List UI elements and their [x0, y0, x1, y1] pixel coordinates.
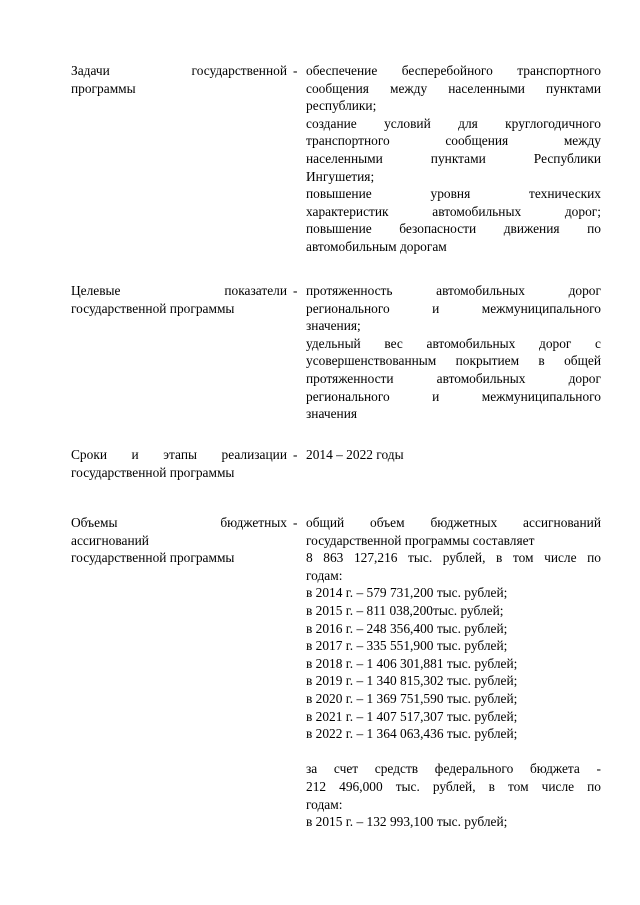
value-line: годам:	[306, 796, 343, 812]
value-line: за счет средств федерального бюджета -	[306, 761, 601, 777]
label-line: Объемы бюджетных	[71, 515, 287, 530]
dash-separator: -	[293, 515, 298, 530]
value-line: в 2022 г. – 1 364 063,436 тыс. рублей;	[306, 726, 518, 742]
value-line: регионального и межмуниципального	[306, 300, 601, 316]
value-line: в 2016 г. – 248 356,400 тыс. рублей;	[306, 620, 508, 636]
value-line: усовершенствованным покрытием в общей	[306, 353, 601, 369]
value-line: удельный вес автомобильных дорог с	[306, 335, 601, 351]
dash-separator: -	[293, 447, 298, 462]
label-line: государственной программы	[71, 550, 235, 566]
value-line: автомобильным дорогам	[306, 238, 447, 254]
value-line: протяженность автомобильных дорог	[306, 283, 601, 298]
value-line: общий объем бюджетных ассигнований	[306, 515, 601, 530]
label-line: ассигнований	[71, 532, 149, 548]
value-line: в 2015 г. – 132 993,100 тыс. рублей;	[306, 814, 508, 830]
value-line: в 2015 г. – 811 038,200тыс. рублей;	[306, 602, 504, 618]
value-line: 2014 – 2022 годы	[306, 447, 404, 462]
value-line: в 2020 г. – 1 369 751,590 тыс. рублей;	[306, 690, 518, 706]
section-value	[306, 514, 601, 831]
dash-separator: -	[293, 283, 298, 298]
section-label	[71, 514, 287, 567]
label-line: программы	[71, 80, 136, 96]
value-line: создание условий для круглогодичного	[306, 115, 601, 131]
value-line: 212 496,000 тыс. рублей, в том числе по	[306, 778, 601, 794]
value-line: протяженности автомобильных дорог	[306, 370, 601, 386]
dash-separator: -	[293, 63, 298, 78]
section-label	[71, 282, 287, 317]
value-line: в 2019 г. – 1 340 815,302 тыс. рублей;	[306, 673, 518, 689]
value-line: республики;	[306, 98, 377, 114]
value-line: значения;	[306, 318, 361, 334]
section-value	[306, 62, 601, 256]
value-line: 8 863 127,216 тыс. рублей, в том числе по	[306, 550, 601, 566]
section-value	[306, 282, 601, 423]
label-line: государственной программы	[71, 464, 235, 480]
label-line: Задачи государственной	[71, 63, 287, 78]
value-line: повышение безопасности движения по	[306, 221, 601, 237]
value-line: значения	[306, 406, 358, 422]
label-line: Целевые показатели	[71, 283, 287, 298]
value-line: в 2017 г. – 335 551,900 тыс. рублей;	[306, 638, 508, 654]
value-line: в 2018 г. – 1 406 301,881 тыс. рублей;	[306, 655, 518, 671]
section-label	[71, 62, 287, 97]
value-line: регионального и межмуниципального	[306, 388, 601, 404]
value-line: обеспечение бесперебойного транспортного	[306, 63, 601, 78]
label-line: государственной программы	[71, 300, 235, 316]
value-line: в 2014 г. – 579 731,200 тыс. рублей;	[306, 585, 508, 601]
value-line: Ингушетия;	[306, 168, 375, 184]
section-value	[306, 446, 601, 464]
label-line: Сроки и этапы реализации	[71, 447, 287, 462]
section-label	[71, 446, 287, 481]
value-line: повышение уровня технических	[306, 186, 601, 202]
value-line: в 2021 г. – 1 407 517,307 тыс. рублей;	[306, 708, 518, 724]
value-line: государственной программы составляет	[306, 532, 535, 548]
value-line: населенными пунктами Республики	[306, 150, 601, 166]
value-line: сообщения между населенными пунктами	[306, 80, 601, 96]
value-line: транспортного сообщения между	[306, 133, 601, 149]
value-line: характеристик автомобильных дорог;	[306, 203, 601, 219]
blank-line	[306, 743, 601, 761]
value-line: годам:	[306, 567, 343, 583]
